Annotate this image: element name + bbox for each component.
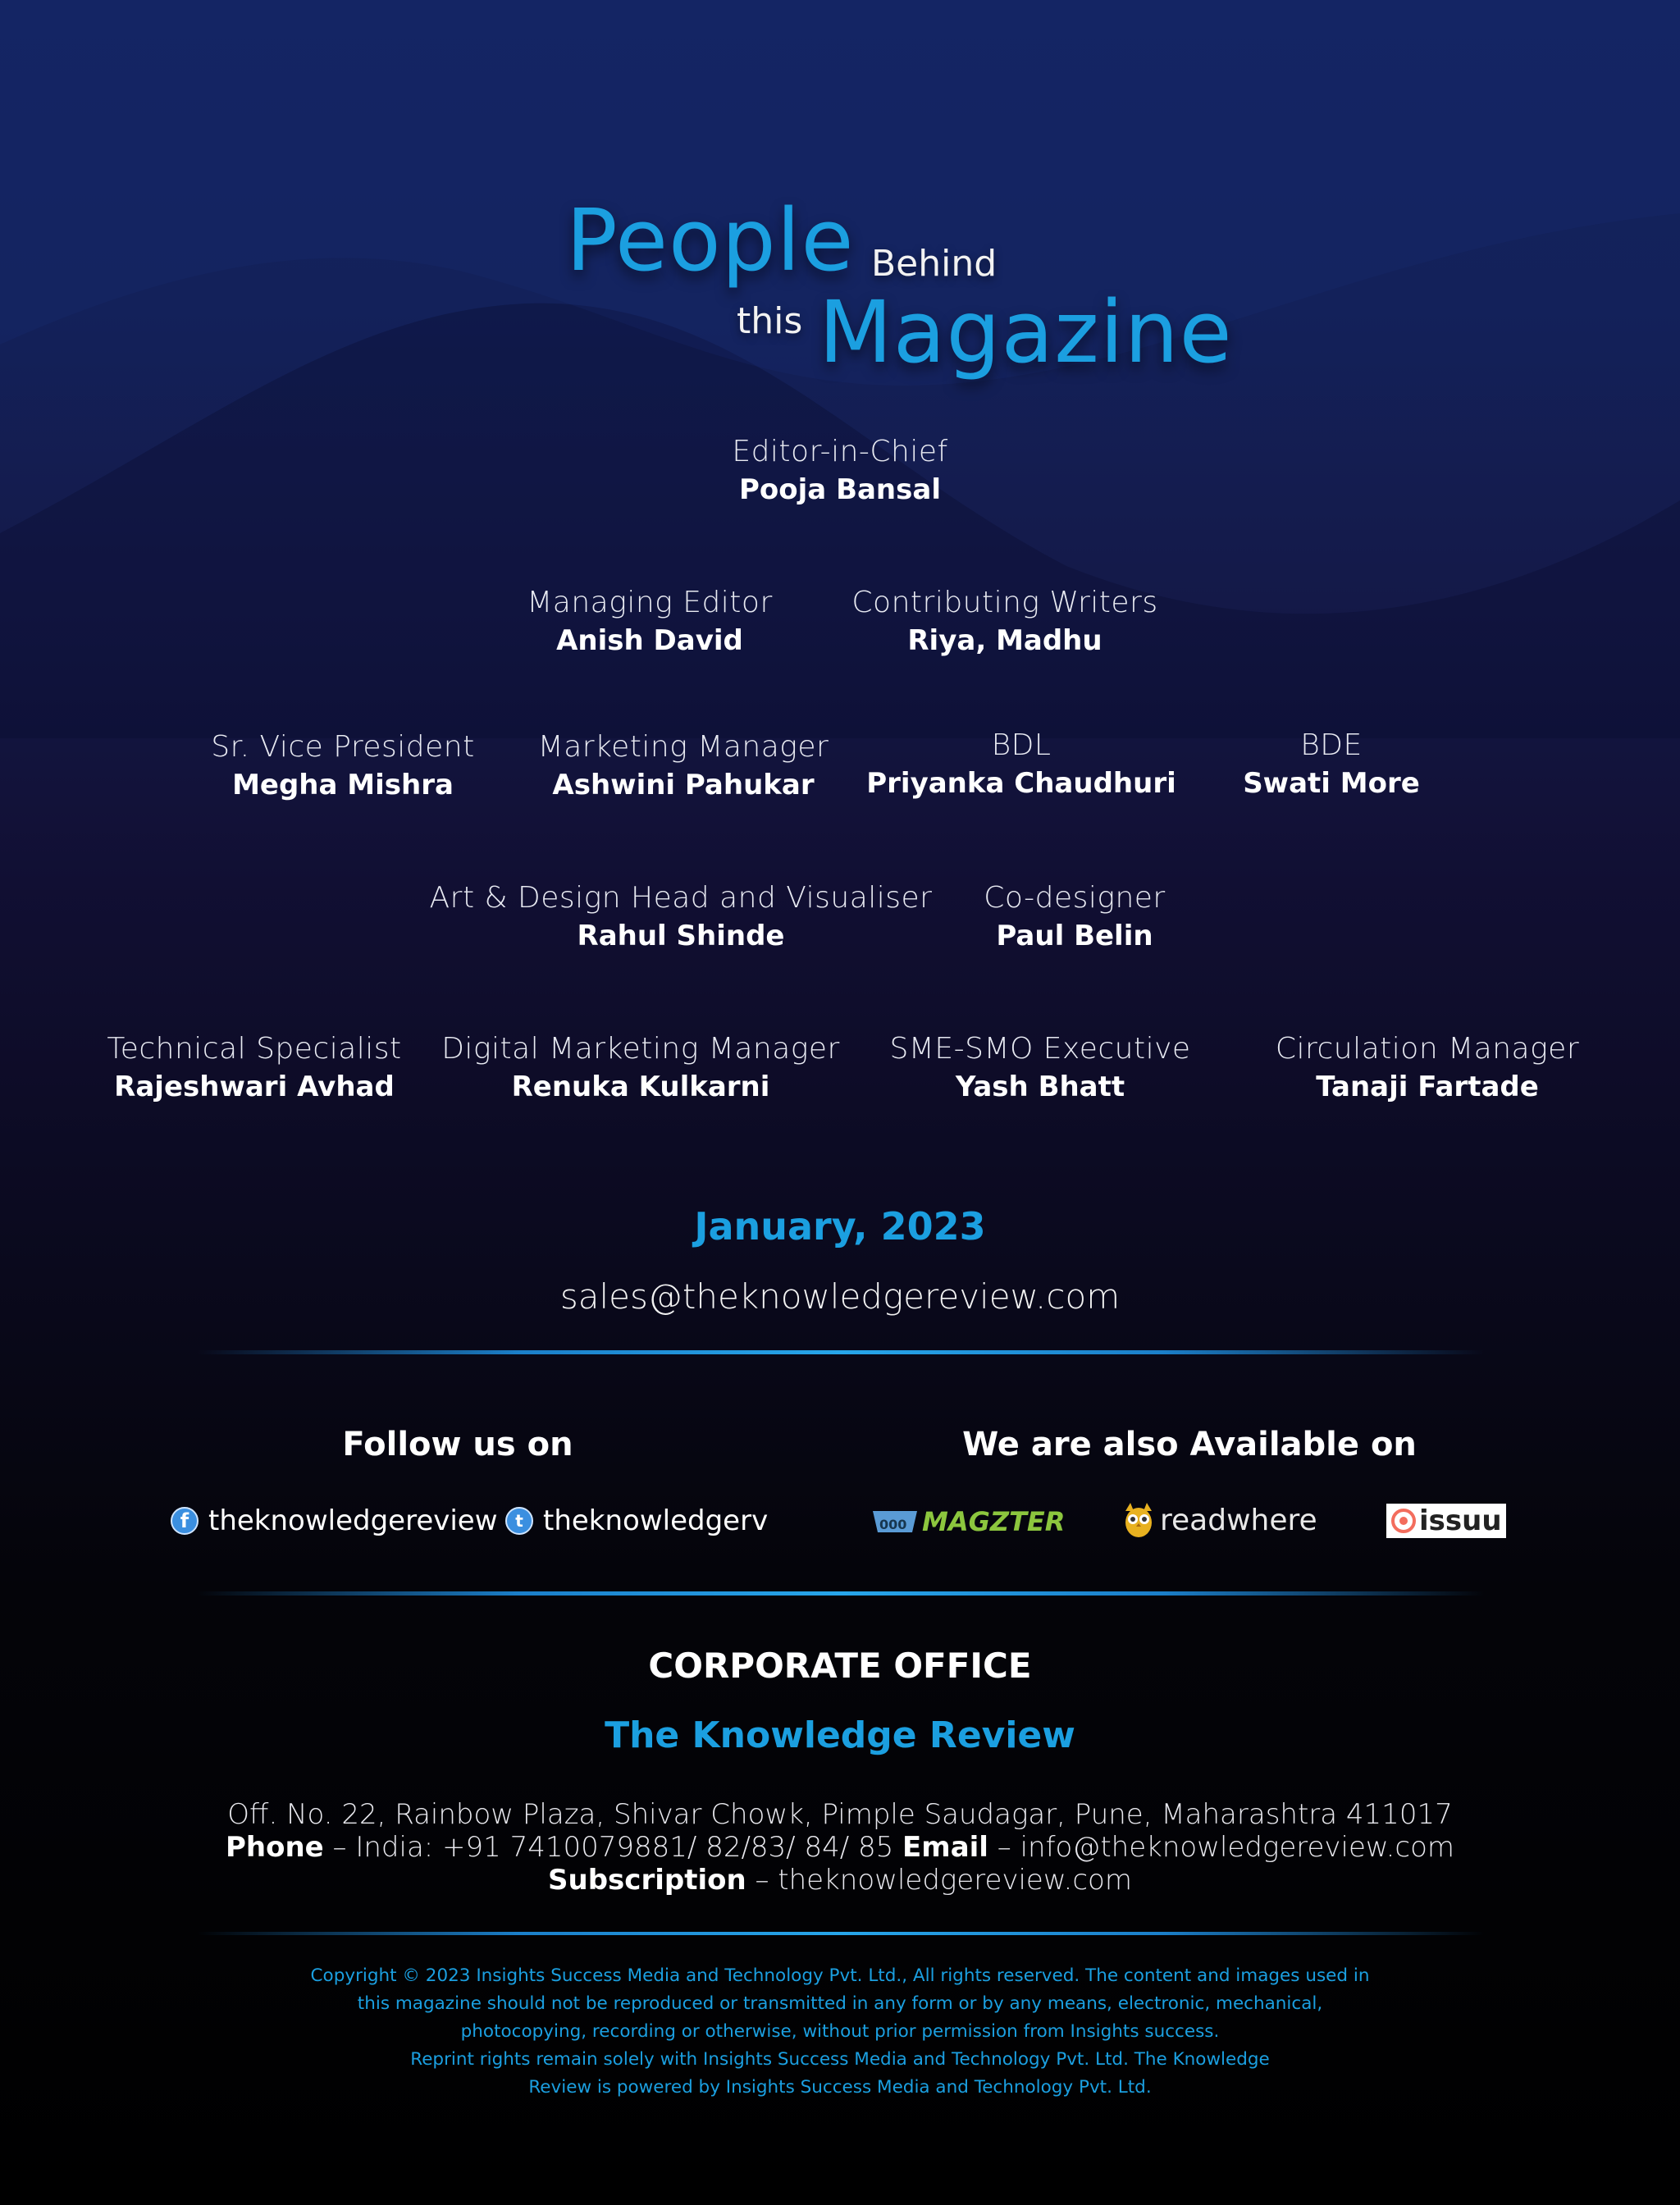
legal-line: Copyright © 2023 Insights Success Media and Technology Pvt. Ltd., All rights reserved. The content and images used in [310, 1965, 1370, 1986]
issuu-logo[interactable] [1386, 1504, 1506, 1538]
title-magazine: Magazine [819, 282, 1233, 382]
email-value[interactable]: – info@theknowledgereview.com [988, 1831, 1454, 1864]
credit-sme-smo-executive [889, 1032, 1190, 1103]
facebook-handle: theknowledgereview [208, 1504, 498, 1537]
legal-line: this magazine should not be reproduced or transmitted in any form or by any means, electronic, mechanical, [357, 1993, 1323, 2014]
credit-co-designer [984, 881, 1165, 952]
legal-line: photocopying, recording or otherwise, without prior permission from Insights success. [460, 2021, 1220, 2042]
legal-line: Review is powered by Insights Success Media and Technology Pvt. Ltd. [528, 2077, 1152, 2098]
title-this: this [737, 300, 803, 342]
available-heading: We are also Available on [962, 1426, 1417, 1463]
company-name: The Knowledge Review [605, 1714, 1075, 1756]
role-label: Marketing Manager [537, 730, 829, 764]
person-name: Tanaji Fartade [1316, 1071, 1539, 1103]
person-name: Priyanka Chaudhuri [866, 767, 1176, 800]
sales-email[interactable]: sales@theknowledgereview.com [559, 1276, 1121, 1317]
credit-bde [1243, 728, 1420, 800]
divider-bottom [197, 1932, 1485, 1935]
credit-bdl [866, 728, 1176, 800]
credit-circulation-manager [1276, 1032, 1579, 1103]
role-label: BDL [991, 728, 1052, 762]
svg-text:000: 000 [879, 1517, 907, 1532]
credit-managing-editor [527, 586, 773, 657]
credit-marketing-manager [538, 730, 829, 801]
role-label: Technical Specialist [107, 1032, 402, 1066]
person-name: Ashwini Pahukar [552, 769, 815, 801]
person-name: Swati More [1243, 767, 1420, 800]
magzter-label: MAGZTER [922, 1506, 1066, 1537]
divider-top [197, 1350, 1485, 1354]
role-label: SME-SMO Executive [889, 1032, 1191, 1066]
person-name: Rahul Shinde [577, 920, 785, 952]
phone-label: Phone [225, 1831, 324, 1864]
twitter-handle: theknowledgerv [543, 1504, 769, 1537]
magzter-logo[interactable] [871, 1506, 1065, 1537]
role-label: BDE [1300, 728, 1363, 762]
magzter-icon [871, 1508, 919, 1536]
title-behind: Behind [871, 243, 998, 285]
subscription-value[interactable]: – theknowledgereview.com [746, 1864, 1132, 1897]
email-label: Email [902, 1831, 988, 1864]
role-label: Managing Editor [527, 586, 773, 619]
person-name: Rajeshwari Avhad [114, 1071, 395, 1103]
contact-line [0, 1831, 1680, 1864]
role-label: Sr. Vice President [211, 730, 475, 764]
readwhere-label: readwhere [1160, 1503, 1317, 1537]
person-name: Megha Mishra [232, 769, 454, 801]
role-label: Art & Design Head and Visualiser [429, 881, 933, 915]
facebook-icon: f [171, 1507, 199, 1535]
issuu-icon [1391, 1509, 1416, 1533]
readwhere-owl-icon [1122, 1501, 1155, 1539]
credit-sr-vice-president [211, 730, 474, 801]
credit-contributing-writers [851, 586, 1157, 657]
credit-editor-in-chief [732, 435, 947, 506]
role-label: Circulation Manager [1275, 1032, 1580, 1066]
credit-art-design-head [430, 881, 933, 952]
corporate-heading: CORPORATE OFFICE [648, 1646, 1032, 1686]
credit-digital-marketing-manager [441, 1032, 840, 1103]
subscription-label: Subscription [548, 1864, 746, 1897]
subscription-line [0, 1864, 1680, 1897]
office-address: Off. No. 22, Rainbow Plaza, Shivar Chowk, Pimple Saudagar, Pune, Maharashtra 411017 [227, 1798, 1453, 1831]
issue-date: January, 2023 [694, 1204, 986, 1249]
facebook-link[interactable] [171, 1504, 498, 1537]
credit-technical-specialist [107, 1032, 401, 1103]
copyright-notice [295, 1962, 1385, 2102]
title-people: People [566, 190, 855, 290]
role-label: Contributing Writers [851, 586, 1158, 619]
person-name: Riya, Madhu [907, 624, 1102, 657]
person-name: Yash Bhatt [955, 1071, 1125, 1103]
role-label: Editor-in-Chief [732, 435, 948, 468]
issuu-label: issuu [1419, 1504, 1502, 1537]
person-name: Paul Belin [996, 920, 1153, 952]
twitter-link[interactable] [505, 1504, 768, 1537]
role-label: Co-designer [984, 881, 1166, 915]
person-name: Renuka Kulkarni [511, 1071, 770, 1103]
role-label: Digital Marketing Manager [441, 1032, 840, 1066]
divider-middle [197, 1591, 1485, 1596]
readwhere-logo[interactable] [1122, 1501, 1317, 1539]
phone-value: – India: +91 7410079881/ 82/83/ 84/ 85 [323, 1831, 903, 1864]
person-name: Anish David [556, 624, 743, 657]
legal-line: Reprint rights remain solely with Insights Success Media and Technology Pvt. Ltd. The Knowledge [410, 2049, 1270, 2070]
person-name: Pooja Bansal [739, 473, 941, 506]
follow-heading: Follow us on [342, 1426, 573, 1463]
twitter-icon: t [505, 1507, 533, 1535]
